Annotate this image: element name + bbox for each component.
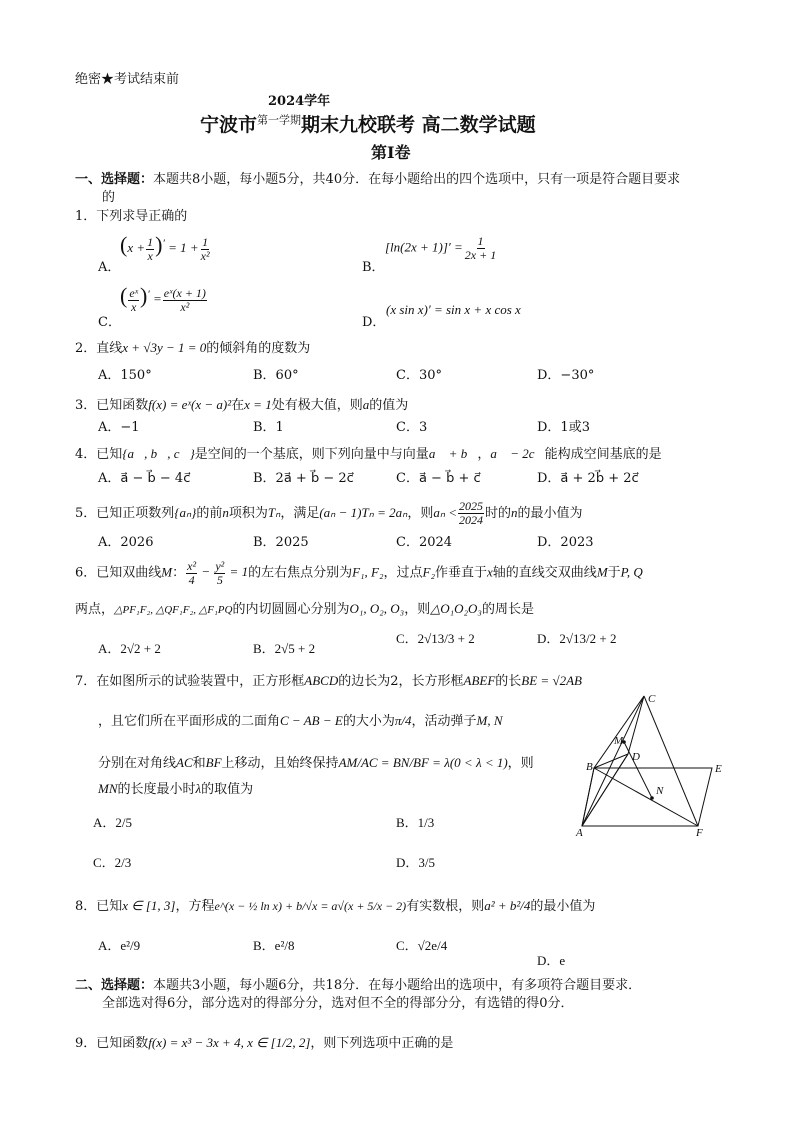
q2-stem-post: 的倾斜角的度数为 <box>206 341 311 356</box>
q7-stem-line3 <box>98 752 534 771</box>
q7-ratio: AM/AC = BN/BF = λ(0 < λ < 1) <box>338 755 508 770</box>
q1-option-a-expr: (x + $\frac{1}{x}$ )′ = 1 + $\frac{1}{\text{x²}}$ <box>120 232 210 263</box>
volume-label: 第Ⅰ卷 <box>371 143 411 162</box>
q8-option-c: C．√2e/4 <box>396 938 448 953</box>
q5-mid5: 时的 <box>485 506 512 521</box>
q7-pi4: π/4 <box>394 713 412 728</box>
q5-cond: (aₙ − 1)Tₙ = 2aₙ <box>319 505 408 520</box>
q8-domain: x ∈ [1, 3] <box>122 898 176 913</box>
q4-option-b: B．2a⃗ + b⃗ − 2c⃗ <box>253 471 354 486</box>
q4-option-a: A．a⃗ − b⃗ − 4c⃗ <box>98 471 191 486</box>
q6-mid5: 于 <box>607 565 621 581</box>
q3-option-a: A．−1 <box>98 420 140 435</box>
section1-desc: 本题共8小题，每小题5分，共40分．在每小题给出的四个选项中，只有一项是符合题目要求 <box>153 172 681 187</box>
q5-seq: {aₙ} <box>174 505 197 520</box>
q5-frac-num: 2025 <box>459 499 484 513</box>
q6-mid1: 的左右焦点分别为 <box>248 565 353 581</box>
q7-l4-post: 的取值为 <box>201 782 254 797</box>
q5-fraction <box>458 500 484 527</box>
q7-l2-pre: ，且它们所在平面形成的二面角 <box>98 714 281 729</box>
q4-option-c: C．a⃗ − b⃗ + c⃗ <box>396 471 481 486</box>
q1-option-c-label: C． <box>98 315 121 330</box>
q1-option-d-expr: (x sin x)′ = sin x + x cos x <box>386 302 521 317</box>
q7-l4-mid: 的长度最小时 <box>117 782 196 797</box>
school-year: 2024学年 <box>268 94 331 109</box>
q1-option-d-label: D． <box>362 315 386 330</box>
label-a: A <box>576 827 583 839</box>
q7-mn: M, N <box>476 713 503 728</box>
q5-n2: n <box>511 505 518 520</box>
q5-option-c: C．2024 <box>396 535 453 550</box>
q2-option-b: B．60° <box>253 368 299 383</box>
q5-mid4: ，则 <box>407 506 434 521</box>
q3-stem-pre: 3．已知函数 <box>75 398 149 413</box>
q7-stem-line4 <box>98 778 253 797</box>
q6-option-b: B．2√5 + 2 <box>253 641 316 656</box>
q5-frac-den: 2024 <box>459 513 484 527</box>
diagonal-bf <box>594 768 698 826</box>
q5-mid3: ，满足 <box>280 506 320 521</box>
q8-stem-pre: 8．已知 <box>75 899 123 914</box>
q6-foci: F₁, F₂ <box>352 564 384 580</box>
q5-stem-post: 的最小值为 <box>517 506 583 521</box>
q7-stem-line1 <box>75 670 582 689</box>
q7-l2-mid: 的大小为 <box>342 714 395 729</box>
q7-l1-mid: 的边长为2，长方形框 <box>338 674 464 689</box>
q5-mid1: 的前 <box>196 506 223 521</box>
q2-option-d: D．−30° <box>537 368 595 383</box>
q4-basis: {a⃗, b⃗, c⃗} <box>122 446 195 461</box>
q5-n: n <box>222 505 229 520</box>
q5-ineq: aₙ < <box>433 505 458 520</box>
q6-mid4: 轴的直线交双曲线 <box>492 565 597 581</box>
label-c: C <box>648 693 656 705</box>
q4-sep: ， <box>477 447 491 462</box>
q1-option-c-expr: ( $\frac{\text{eˣ}}{x}$ )′ = $\frac{\text{eˣ(x + 1)}}{\text{x²}}$ <box>120 283 206 314</box>
q3-mid: 在 <box>231 398 245 413</box>
q5-option-d: D．2023 <box>537 535 594 550</box>
label-d: D <box>632 751 640 763</box>
q3-option-d: D．1或3 <box>537 420 590 435</box>
q7-mn-2: MN <box>98 781 118 796</box>
label-e: E <box>715 763 722 775</box>
q7-be: BE = √2AB <box>521 673 582 688</box>
q7-angle: C − AB − E <box>280 713 343 728</box>
q3-stem-post: 处有极大值，则 <box>271 398 363 413</box>
q6-mid3: 作垂直于 <box>435 565 488 581</box>
q7-option-a: A．2/5 <box>93 815 133 830</box>
title-main: 期末九校联考 高二数学试题 <box>301 114 536 136</box>
q8-mid2: 有实数根，则 <box>406 899 485 914</box>
q3-tail: 的值为 <box>369 398 409 413</box>
q7-l3-mid: 上移动，且始终保持 <box>221 756 339 771</box>
q6-triangles: △PF₁F₂, △QF₁F₂, △F₁PQ <box>114 604 233 616</box>
q1-option-b-label: B． <box>362 260 385 275</box>
q7-l3-and: 和 <box>192 756 206 771</box>
q6-line2-post: 的周长是 <box>481 602 534 617</box>
section1-header <box>75 168 680 187</box>
q2-option-a: A．150° <box>98 368 152 383</box>
q4-stem-pre: 4．已知 <box>75 447 123 462</box>
q6-stem-line1 <box>75 560 643 587</box>
q4-v2: a⃗ − 2c⃗ <box>490 446 545 461</box>
secret-label: 绝密★考试结束前 <box>75 72 180 87</box>
q5-stem-pre: 5．已知正项数列 <box>75 506 175 521</box>
q8-option-d: D．e <box>537 953 566 968</box>
q7-option-c: C．2/3 <box>93 855 132 870</box>
label-b: B <box>586 761 593 773</box>
section2-desc-cont: 全部选对得6分，部分选对的得部分分，选对但不全的得部分分，有选错的得0分． <box>102 996 574 1011</box>
q2-stem <box>75 337 310 356</box>
q6-colon: ： <box>172 565 186 581</box>
q8-mid: ，方程 <box>175 899 215 914</box>
q3-cond: x = 1 <box>244 397 272 412</box>
q7-l1-pre: 7．在如图所示的试验装置中，正方形框 <box>75 674 305 689</box>
title-term: 第一学期 <box>257 113 302 127</box>
q8-post: 的最小值为 <box>530 899 596 914</box>
section2-label: 二、选择题： <box>75 978 154 993</box>
q9-expr: f(x) = x³ − 3x + 4, x ∈ [1/2, 2] <box>148 1035 311 1050</box>
q3-option-b: B．1 <box>253 420 284 435</box>
label-f: F <box>696 827 703 839</box>
q2-stem-pre: 2．直线 <box>75 341 123 356</box>
q6-f2: F₂ <box>422 564 435 580</box>
q3-stem <box>75 394 408 413</box>
q6-hyperbola: $\frac{\text{x²}}{4}$ − $\frac{\text{y²}}{5}$ = 1 <box>187 559 249 587</box>
q7-l1-mid2: 的长 <box>495 674 522 689</box>
q5-stem <box>75 500 583 527</box>
q4-stem-post: 能构成空间基底的是 <box>544 447 662 462</box>
section2-header <box>75 974 641 993</box>
q5-mid2: 项积为 <box>228 506 268 521</box>
q6-x: x <box>487 564 493 580</box>
edge-cf <box>644 696 698 826</box>
title-city: 宁波市 <box>200 114 258 136</box>
q3-expr: f(x) = eˣ(x − a)² <box>148 397 232 412</box>
q3-var: a <box>362 397 370 412</box>
q6-line2-mid: 的内切圆圆心分别为 <box>232 602 350 617</box>
section1-label: 一、选择题： <box>75 172 154 187</box>
q6-m: M <box>161 564 173 580</box>
q7-ac: AC <box>176 755 193 770</box>
q7-lambda: λ <box>195 781 202 796</box>
q4-stem <box>75 443 662 462</box>
q8-option-b: B．e²/8 <box>253 938 295 953</box>
q7-abef: ABEF <box>463 673 496 688</box>
q8-stem <box>75 895 595 914</box>
q1-option-b-expr: [ln(2x + 1)]′ = $\frac{1}{2x + 1}$ <box>385 234 497 262</box>
q7-stem-line2 <box>98 710 502 729</box>
q6-mid2: ，过点 <box>383 565 423 581</box>
q2-option-c: C．30° <box>396 368 442 383</box>
q3-option-c: C．3 <box>396 420 428 435</box>
q6-stem-pre: 6．已知双曲线 <box>75 565 162 581</box>
q4-v1: a⃗ + b⃗ <box>428 446 478 461</box>
q6-option-d: D．2√13/2 + 2 <box>537 631 617 646</box>
q6-stem-line2 <box>75 598 534 617</box>
q7-option-b: B．1/3 <box>396 815 435 830</box>
q2-expr: x + √3y − 1 = 0 <box>122 340 207 355</box>
q8-option-a: A．e²/9 <box>98 938 141 953</box>
q5-option-a: A．2026 <box>98 535 154 550</box>
q1-stem: 1．下列求导正确的 <box>75 209 188 224</box>
q8-equation: e^(x − ½ ln x) + b/√x = a√(x + 5/x − 2) <box>214 899 407 913</box>
q7-l3-pre: 分别在对角线 <box>98 756 177 771</box>
q5-tn: Tₙ <box>267 505 281 520</box>
q9-stem <box>75 1032 453 1051</box>
q6-option-a: A．2√2 + 2 <box>98 641 161 656</box>
q7-bf: BF <box>205 755 222 770</box>
q7-figure <box>572 690 732 840</box>
q6-m2: M <box>596 564 608 580</box>
point-n <box>650 796 654 800</box>
label-n: N <box>656 785 664 797</box>
section2-desc: 本题共3小题，每小题6分，共18分．在每小题给出的选项中，有多项符合题目要求． <box>153 978 642 993</box>
q4-option-d: D．a⃗ + 2b⃗ + 2c⃗ <box>537 471 639 486</box>
q7-l2-post: ，活动弹子 <box>411 714 477 729</box>
q9-stem-pre: 9．已知函数 <box>75 1036 149 1051</box>
q6-option-c: C．2√13/3 + 2 <box>396 631 475 646</box>
q6-pq: P, Q <box>620 564 643 580</box>
q7-option-d: D．3/5 <box>396 855 436 870</box>
q5-option-b: B．2025 <box>253 535 309 550</box>
q6-centers: O₁, O₂, O₃ <box>349 601 405 616</box>
q9-stem-post: ，则下列选项中正确的是 <box>310 1036 454 1051</box>
label-m: M <box>614 735 624 747</box>
q7-abcd: ABCD <box>304 673 339 688</box>
q8-target: a² + b²/4 <box>484 898 531 913</box>
q4-stem-mid: 是空间的一个基底，则下列向量中与向量 <box>194 447 429 462</box>
q6-triangle: △O₁O₂O₃ <box>430 601 482 616</box>
q6-line2-mid2: ，则 <box>404 602 431 617</box>
q7-l3-post: ，则 <box>507 756 534 771</box>
q6-line2-pre: 两点， <box>75 602 115 617</box>
q1-option-a-label: A． <box>98 260 121 275</box>
section1-desc-cont: 的 <box>102 190 116 205</box>
page-title <box>200 110 536 137</box>
